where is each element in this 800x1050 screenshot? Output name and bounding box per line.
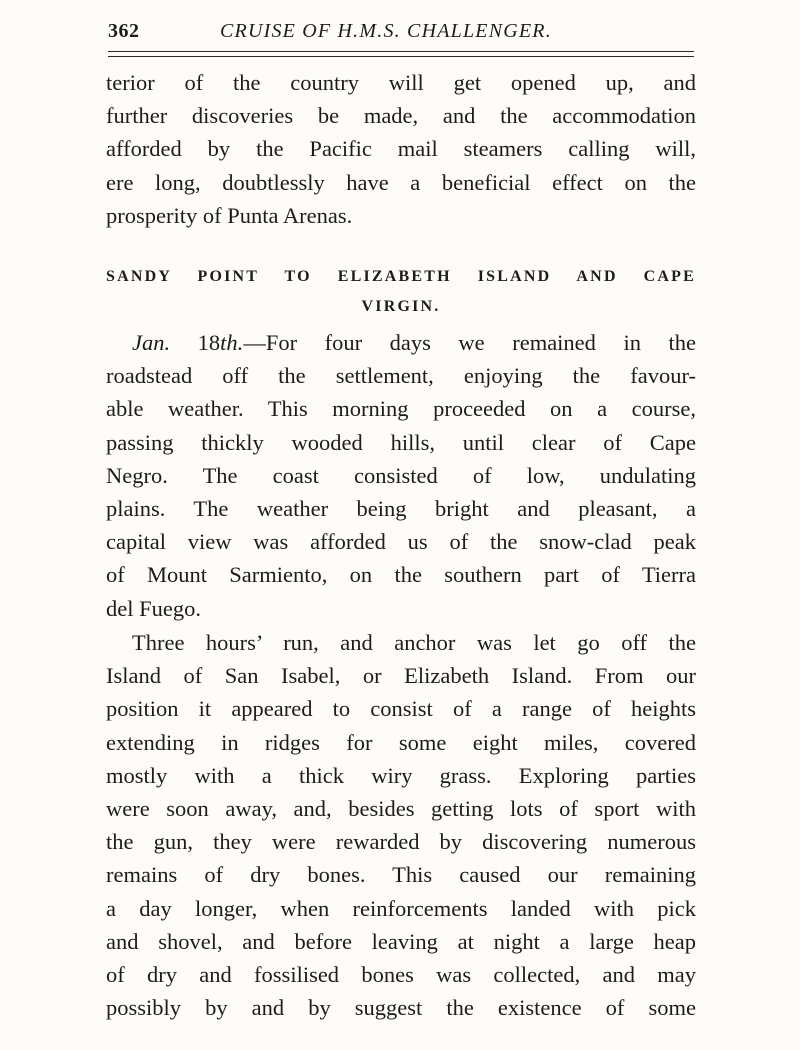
text-line: Negro. The coast consisted of low, undulating: [106, 462, 696, 488]
text-line: were soon away, and, besides getting lots of sport with: [106, 795, 696, 821]
text-line: capital view was afforded us of the snow-clad peak: [106, 529, 696, 555]
text-line: plains. The weather being bright and pleasant, a: [106, 495, 696, 521]
text-line: Island of San Isabel, or Elizabeth Island. From our: [106, 663, 696, 689]
text-line: of dry and fossilised bones was collected, and may: [106, 961, 696, 987]
date-month: Jan.: [132, 330, 171, 355]
text-line: possibly by and by suggest the existence of some: [106, 995, 696, 1021]
text-line: the gun, they were rewarded by discovering numerous: [106, 829, 696, 855]
text-line: further discoveries be made, and the accommodation: [106, 103, 696, 129]
text-line: passing thickly wooded hills, until clear of Cape: [106, 429, 696, 455]
text-line: remains of dry bones. This caused our remaining: [106, 862, 696, 888]
text-line: afforded by the Pacific mail steamers calling will,: [106, 136, 696, 162]
text-line: ere long, doubtlessly have a beneficial effect on the: [106, 169, 696, 195]
text-line-dated: [106, 326, 696, 359]
text-line: terior of the country will get opened up, and: [106, 70, 696, 95]
section-heading-line: SANDY POINT TO ELIZABETH ISLAND AND CAPE: [106, 268, 696, 285]
text-line: and shovel, and before leaving at night a large heap: [106, 928, 696, 954]
text-line: roadstead off the settlement, enjoying the favour-: [106, 363, 696, 389]
text-line: a day longer, when reinforcements landed with pick: [106, 895, 696, 921]
paragraph-jan-18: [106, 326, 696, 625]
text-line: Three hours’ run, and anchor was let go off the: [132, 630, 696, 655]
section-heading: [106, 262, 696, 322]
header-rule-bottom: [108, 56, 694, 57]
running-head: [108, 20, 694, 50]
text-line: position it appeared to consist of a range of heights: [106, 696, 696, 722]
header-rule-top: [108, 51, 694, 52]
running-title: CRUISE OF H.M.S. CHALLENGER.: [220, 20, 552, 42]
text-line: of Mount Sarmiento, on the southern part of Tierra: [106, 562, 696, 588]
first-line-text: —For four days we remained in the: [243, 330, 696, 355]
date-suffix: th.: [220, 330, 244, 355]
text-line: del Fuego.: [106, 595, 201, 621]
text-line: mostly with a thick wiry grass. Exploring parties: [106, 762, 696, 788]
page-number: 362: [108, 20, 140, 42]
text-line: able weather. This morning proceeded on a course,: [106, 396, 696, 422]
section-heading-line: VIRGIN.: [361, 298, 441, 315]
date-day: 18: [197, 330, 221, 355]
text-line: extending in ridges for some eight miles, covered: [106, 729, 696, 755]
text-line: prosperity of Punta Arenas.: [106, 202, 353, 228]
paragraph-elizabeth-island: [106, 626, 696, 1024]
paragraph-continued: [106, 66, 696, 232]
